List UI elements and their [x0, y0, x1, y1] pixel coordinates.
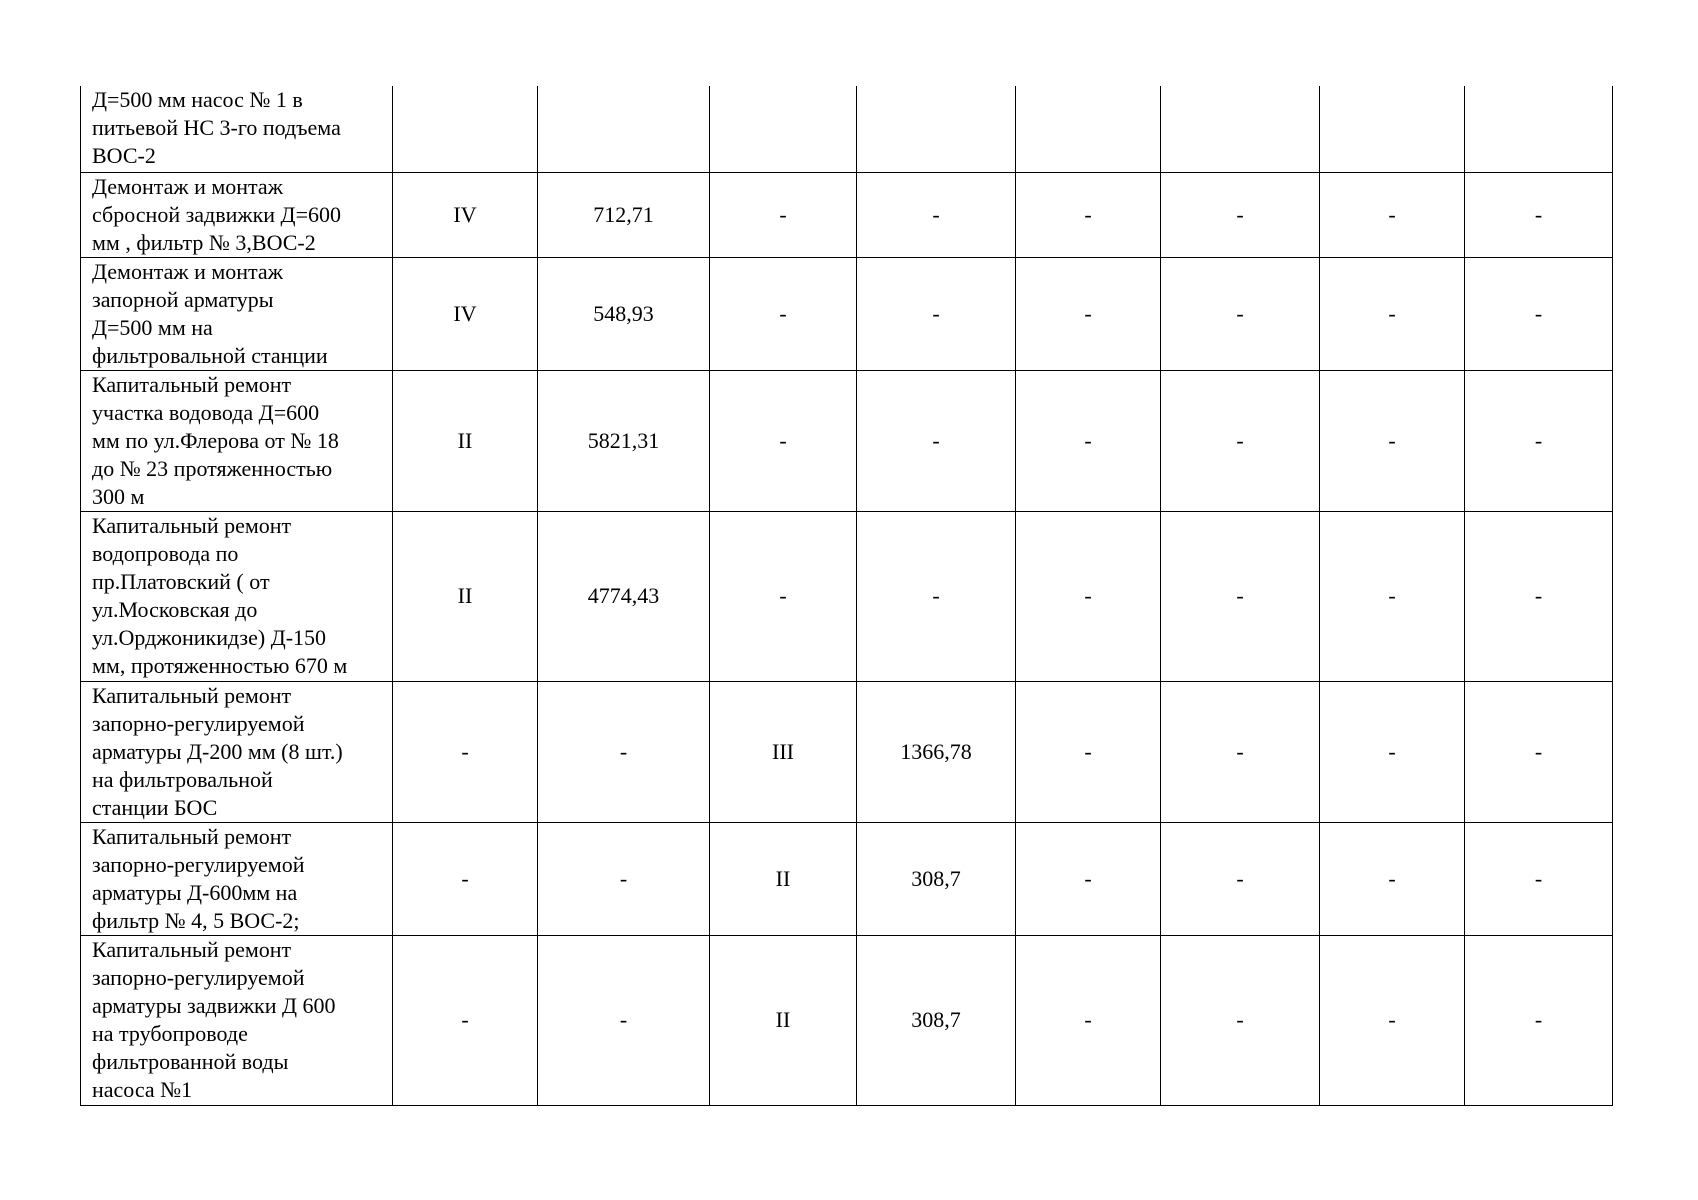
table-cell: - [1320, 257, 1465, 370]
table-cell: - [1465, 681, 1613, 822]
table-cell: - [1465, 822, 1613, 935]
table-cell [710, 86, 857, 172]
table-cell [1161, 86, 1320, 172]
table-cell: - [538, 935, 710, 1105]
table-cell: - [1161, 822, 1320, 935]
table-cell [1465, 86, 1613, 172]
table-cell [857, 86, 1016, 172]
table-cell: III [710, 681, 857, 822]
row-description: Демонтаж и монтаж сбросной задвижки Д=600 мм , фильтр № 3,ВОС-2 [81, 172, 393, 257]
table-cell: - [538, 681, 710, 822]
table-row [81, 935, 1613, 1105]
table-cell: - [1016, 172, 1161, 257]
table-cell: IV [393, 172, 538, 257]
table-cell: - [1465, 257, 1613, 370]
table-cell: 548,93 [538, 257, 710, 370]
table-cell: 1366,78 [857, 681, 1016, 822]
table-cell: - [1465, 511, 1613, 681]
table-cell: - [1016, 257, 1161, 370]
table-cell: - [857, 172, 1016, 257]
table-cell: - [1016, 822, 1161, 935]
table-cell: - [1320, 370, 1465, 511]
table-cell: II [393, 511, 538, 681]
row-description: Капитальный ремонт участка водовода Д=600 мм по ул.Флерова от № 18 до № 23 протяженностью 300 м [81, 370, 393, 511]
table-cell: - [710, 370, 857, 511]
table-cell: - [857, 257, 1016, 370]
table-row [81, 257, 1613, 370]
table-cell: 4774,43 [538, 511, 710, 681]
table-cell: - [1016, 681, 1161, 822]
table-cell: - [1161, 370, 1320, 511]
table-cell: - [1016, 370, 1161, 511]
table-cell: - [1016, 935, 1161, 1105]
table-row [81, 511, 1613, 681]
capital-repair-table [80, 86, 1613, 1106]
table-cell: - [1320, 511, 1465, 681]
row-description: Капитальный ремонт запорно-регулируемой арматуры Д-200 мм (8 шт.) на фильтровальной станции БОС [81, 681, 393, 822]
table-row [81, 681, 1613, 822]
table-cell: 308,7 [857, 822, 1016, 935]
row-description: Д=500 мм насос № 1 в питьевой НС 3-го подъема ВОС-2 [81, 86, 393, 172]
row-description: Демонтаж и монтаж запорной арматуры Д=500 мм на фильтровальной станции [81, 257, 393, 370]
table-cell: - [1161, 172, 1320, 257]
table-cell: - [393, 681, 538, 822]
table-row [81, 86, 1613, 172]
table-cell: - [393, 935, 538, 1105]
row-description: Капитальный ремонт водопровода по пр.Платовский ( от ул.Московская до ул.Орджоникидзе) Д-150 мм, протяженностью 670 м [81, 511, 393, 681]
table-cell: - [710, 511, 857, 681]
table-cell: II [710, 822, 857, 935]
table-cell: - [710, 172, 857, 257]
table-cell [1016, 86, 1161, 172]
table-cell: 308,7 [857, 935, 1016, 1105]
table-cell: - [710, 257, 857, 370]
table-cell: II [393, 370, 538, 511]
table-cell: II [710, 935, 857, 1105]
table-cell: - [857, 370, 1016, 511]
table-cell: - [538, 822, 710, 935]
table-cell: 5821,31 [538, 370, 710, 511]
table-row [81, 822, 1613, 935]
row-description: Капитальный ремонт запорно-регулируемой арматуры Д-600мм на фильтр № 4, 5 ВОС-2; [81, 822, 393, 935]
table-cell: - [1161, 681, 1320, 822]
table-cell: - [1161, 511, 1320, 681]
table-cell: - [1161, 257, 1320, 370]
table-cell: 712,71 [538, 172, 710, 257]
table-row [81, 370, 1613, 511]
table-cell: - [1016, 511, 1161, 681]
table-cell: - [1320, 681, 1465, 822]
table-cell: - [1161, 935, 1320, 1105]
table-cell [538, 86, 710, 172]
table-cell: - [857, 511, 1016, 681]
table-cell: - [1320, 935, 1465, 1105]
table-cell: - [1320, 822, 1465, 935]
table-cell: - [1320, 172, 1465, 257]
table-cell: - [1465, 370, 1613, 511]
row-description: Капитальный ремонт запорно-регулируемой арматуры задвижки Д 600 на трубопроводе фильтрованной воды насоса №1 [81, 935, 393, 1105]
table-cell [1320, 86, 1465, 172]
table-cell: - [1465, 935, 1613, 1105]
table-cell: IV [393, 257, 538, 370]
table-cell: - [393, 822, 538, 935]
table-cell: - [1465, 172, 1613, 257]
table-cell [393, 86, 538, 172]
table-row [81, 172, 1613, 257]
